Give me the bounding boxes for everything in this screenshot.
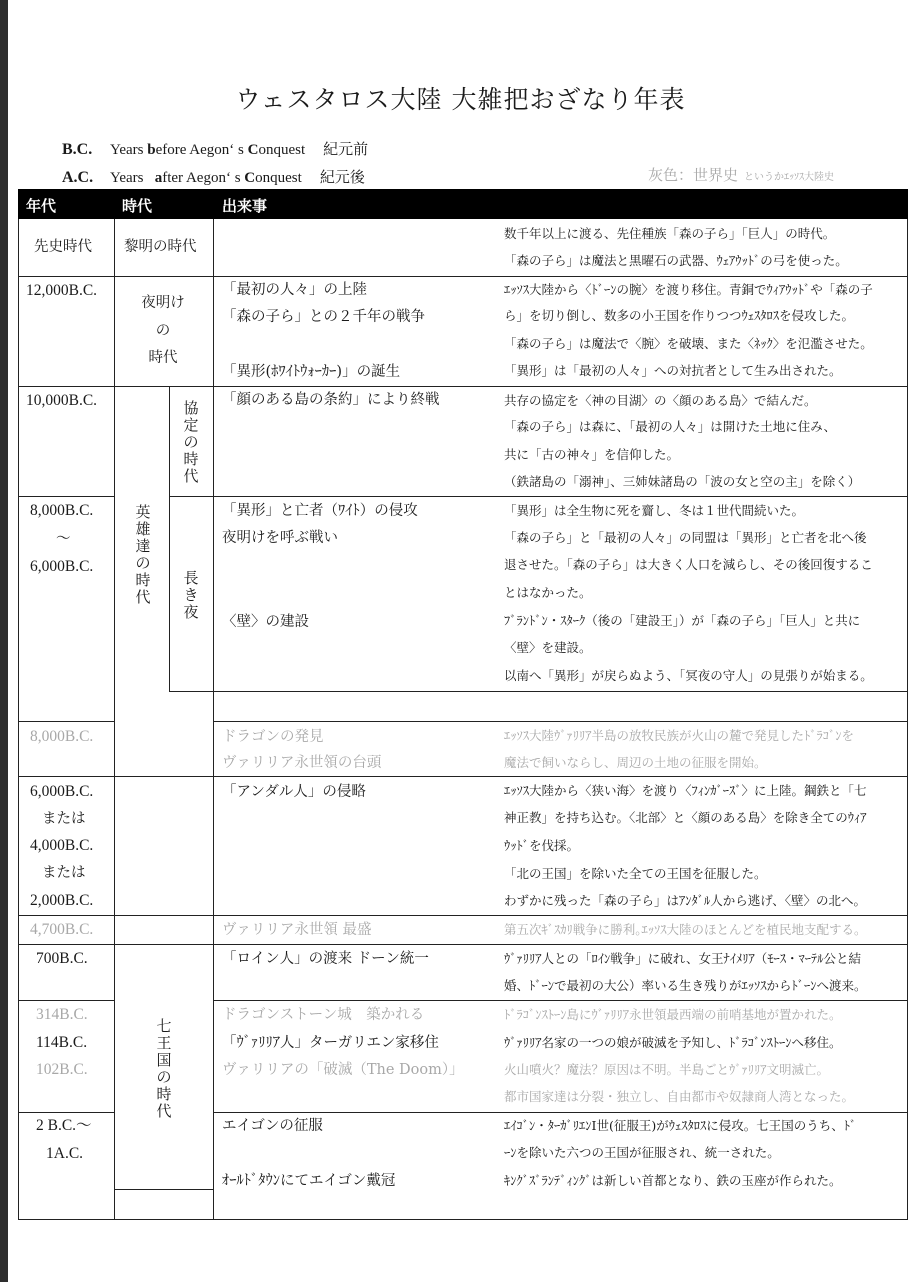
event-pact: 「顔のある島の条約」により終戦 bbox=[222, 392, 440, 408]
event-first-men: 「最初の人々」の上陸 bbox=[222, 282, 367, 298]
year-6000bc: 6,000B.C. bbox=[30, 558, 94, 575]
desc-andal-4: 「北の王国」を除いた全ての王国を征服した。 bbox=[504, 866, 767, 881]
era-dawn-age-3: 時代 bbox=[148, 350, 178, 366]
desc-conquest-3: ｷﾝｸﾞｽﾞﾗﾝﾃﾞｨﾝｸﾞは新しい首都となり、鉄の玉座が作られた。 bbox=[504, 1173, 842, 1188]
event-battle-for-dawn: 夜明けを呼ぶ戦い bbox=[222, 530, 338, 546]
era-dawn-age-2: の bbox=[155, 323, 171, 339]
event-two-thousand-year-war: 「森の子ら」との２千年の戦争 bbox=[222, 309, 425, 325]
desc-conquest-2: ｰﾝを除いた六つの王国が征服され、統一された。 bbox=[504, 1145, 780, 1160]
desc-10000-4: （鉄諸島の「溺神」、三姉妹諸島の「波の女と空の主」を除く） bbox=[504, 474, 861, 489]
year-700bc: 700B.C. bbox=[36, 950, 88, 967]
desc-10000-2: 「森の子ら」は森に、「最初の人々」は開けた土地に住み、 bbox=[504, 419, 837, 434]
desc-700-1: ｳﾞｧﾘﾘｱ人との「ﾛｲﾝ戦争」に破れ、女王ﾅｲﾒﾘｱ（ﾓｰｽ・ﾏｰﾃﾙ公と結 bbox=[504, 951, 862, 966]
event-valyria-rise: ヴァリリア永世領の台頭 bbox=[222, 755, 382, 771]
year-andal-or-2: または bbox=[42, 865, 86, 881]
desc-conquest-1: ｴｲｺﾞﾝ・ﾀｰｶﾞﾘｴﾝⅠ世(征服王)がｳｪｽﾀﾛｽに侵攻。七王国のうち、ﾄﾞ bbox=[504, 1118, 857, 1133]
desc-andal-2: 神正教」を持ち込む。〈北部〉と〈顔のある島〉を除き全てのｳｨｱ bbox=[504, 810, 867, 825]
year-102bc: 102B.C. bbox=[36, 1061, 88, 1078]
event-wall-built: 〈壁〉の建設 bbox=[222, 614, 309, 630]
era-dawn-age-1: 夜明け bbox=[141, 295, 185, 311]
left-edge-bar bbox=[0, 0, 8, 1282]
year-andal-6000bc: 6,000B.C. bbox=[30, 783, 94, 800]
year-2bc: 2 B.C.～ bbox=[36, 1117, 92, 1134]
desc-12000-2: ら」を切り倒し、数多の小王国を作りつつｳｪｽﾀﾛｽを侵攻した。 bbox=[504, 308, 855, 323]
era-heroes: 英雄達の時代 bbox=[135, 503, 151, 606]
desc-andal-1: ｴｯｿｽ大陸から〈狭い海〉を渡り〈ﾌｨﾝｶﾞｰｽﾞ〉に上陸。鋼鉄と「七 bbox=[504, 783, 867, 798]
event-valyria-peak: ヴァリリア永世領 最盛 bbox=[222, 922, 372, 938]
legend-bc: B.C. Years before Aegon‘ s Conquest 紀元前 bbox=[62, 140, 369, 158]
desc-102-1: 火山噴火？魔法？原因は不明。半島ごとｳﾞｧﾘﾘｱ文明滅亡。 bbox=[504, 1062, 830, 1077]
desc-andal-3: ｳｯﾄﾞを伐採。 bbox=[504, 838, 580, 853]
desc-8000-1: 「異形」は全生物に死を齎し、冬は１世代間続いた。 bbox=[504, 503, 805, 518]
year-andal-or-1: または bbox=[42, 811, 86, 827]
year-10000bc: 10,000B.C. bbox=[26, 392, 98, 409]
year-114bc: 114B.C. bbox=[36, 1034, 88, 1051]
desc-10000-3: 共に「古の神々」を信仰した。 bbox=[504, 447, 680, 462]
year-1ac: 1A.C. bbox=[46, 1145, 84, 1162]
desc-8000-4: とはなかった。 bbox=[504, 585, 592, 600]
era-pact: 協定の時代 bbox=[183, 399, 199, 485]
year-prehistory: 先史時代 bbox=[34, 239, 92, 255]
gray-legend-note: 灰色：世界史 というかｴｯｿｽ大陸史 bbox=[648, 166, 835, 184]
era-long-night: 長き夜 bbox=[183, 569, 199, 621]
year-12000bc: 12,000B.C. bbox=[26, 282, 98, 299]
year-andal-4000bc: 4,000B.C. bbox=[30, 837, 94, 854]
desc-prehistory-2: 「森の子ら」は魔法と黒曜石の武器、ｳｪｱｳｯﾄﾞの弓を使った。 bbox=[504, 253, 848, 268]
desc-prehistory-1: 数千年以上に渡る、先住種族「森の子ら」「巨人」の時代。 bbox=[504, 226, 836, 241]
desc-10000-1: 共存の協定を〈神の目湖〉の〈顔のある島〉で結んだ。 bbox=[504, 393, 817, 408]
desc-8000-7: 以南へ「異形」が戻らぬよう、「冥夜の守人」の見張りが始まる。 bbox=[504, 668, 873, 683]
desc-gray4700-1: 第五次ｷﾞｽｶﾘ戦争に勝利｡ｴｯｿｽ大陸のほとんどを植民地支配する。 bbox=[504, 922, 867, 937]
event-aegons-conquest: エイゴンの征服 bbox=[222, 1118, 323, 1134]
event-targaryen-migration: 「ｳﾞｧﾘﾘｱ人」ターガリエン家移住 bbox=[222, 1035, 439, 1051]
header-year: 年代 bbox=[26, 197, 57, 215]
desc-12000-4: 「異形」は「最初の人々」への対抗者として生み出された。 bbox=[504, 363, 842, 378]
desc-8000-6: 〈壁〉を建設。 bbox=[504, 640, 592, 655]
desc-8000-3: 退させた。「森の子ら」は大きく人口を減らし、その後回復するこ bbox=[504, 557, 873, 572]
event-dragon-discovery: ドラゴンの発見 bbox=[222, 729, 324, 745]
event-dragonstone-built: ドラゴンストーン城 築かれる bbox=[222, 1007, 425, 1023]
table-header bbox=[18, 189, 908, 219]
desc-12000-3: 「森の子ら」は魔法で〈腕〉を破壊、また〈ﾈｯｸ〉を氾濫させた。 bbox=[504, 336, 873, 351]
desc-314-1: ﾄﾞﾗｺﾞﾝｽﾄｰﾝ島にｳﾞｧﾘﾘｱ永世領最西端の前哨基地が置かれた。 bbox=[504, 1007, 842, 1022]
desc-8000-5: ﾌﾞﾗﾝﾄﾞﾝ・ｽﾀｰｸ（後の「建設王」）が「森の子ら」「巨人」と共に bbox=[504, 613, 861, 628]
desc-gray8000-1: ｴｯｿｽ大陸ｳﾞｧﾘﾘｱ半島の放牧民族が火山の麓で発見したﾄﾞﾗｺﾞﾝを bbox=[504, 728, 855, 743]
desc-12000-1: ｴｯｿｽ大陸から〈ﾄﾞｰﾝの腕〉を渡り移住。青銅でｳｨｱｳｯﾄﾞや「森の子 bbox=[504, 282, 873, 297]
year-8000bc: 8,000B.C. bbox=[30, 502, 94, 519]
year-range-tilde: ～ bbox=[56, 531, 71, 547]
era-dawn: 黎明の時代 bbox=[124, 239, 197, 255]
desc-114-1: ｳﾞｧﾘﾘｱ名家の一つの娘が破滅を予知し、ﾄﾞﾗｺﾞﾝｽﾄｰﾝへ移住。 bbox=[504, 1035, 842, 1050]
era-seven-kingdoms: 七王国の時代 bbox=[156, 1017, 172, 1120]
desc-gray8000-2: 魔法で飼いならし、周辺の土地の征服を開始。 bbox=[504, 755, 767, 770]
legend-ac: A.C. Years after Aegon‘ s Conquest 紀元後 bbox=[62, 168, 365, 186]
event-rhoynar: 「ロイン人」の渡来 ドーン統一 bbox=[222, 951, 429, 967]
year-gray-4700bc: 4,700B.C. bbox=[30, 921, 94, 938]
event-others-born: 「異形(ﾎﾜｲﾄｳｫｰｶｰ)」の誕生 bbox=[222, 364, 401, 380]
desc-700-2: 婚、ﾄﾞｰﾝで最初の大公）率いる生き残りがｴｯｿｽからﾄﾞｰﾝへ渡来。 bbox=[504, 978, 867, 993]
desc-andal-5: わずかに残った「森の子ら」はｱﾝﾀﾞﾙ人から逃げ、〈壁〉の北へ。 bbox=[504, 893, 867, 908]
event-others-invasion: 「異形」と亡者（ﾜｲﾄ）の侵攻 bbox=[222, 503, 418, 519]
year-andal-2000bc: 2,000B.C. bbox=[30, 892, 94, 909]
year-gray-8000bc: 8,000B.C. bbox=[30, 728, 94, 745]
event-doom: ヴァリリアの「破滅（The Doom）」 bbox=[222, 1062, 464, 1078]
desc-8000-2: 「森の子ら」と「最初の人々」の同盟は「異形」と亡者を北へ後 bbox=[504, 530, 867, 545]
page-title: ウェスタロス大陸 大雑把おざなり年表 bbox=[235, 85, 686, 114]
header-era: 時代 bbox=[122, 197, 153, 215]
event-aegon-coronation: ｵｰﾙﾄﾞﾀｳﾝにてエイゴン戴冠 bbox=[222, 1173, 396, 1189]
desc-102-2: 都市国家達は分裂・独立し、自由都市や奴隷商人湾となった。 bbox=[504, 1089, 855, 1104]
header-events: 出来事 bbox=[222, 197, 268, 215]
event-andal-invasion: 「アンダル人」の侵略 bbox=[222, 784, 366, 800]
year-314bc: 314B.C. bbox=[36, 1006, 88, 1023]
